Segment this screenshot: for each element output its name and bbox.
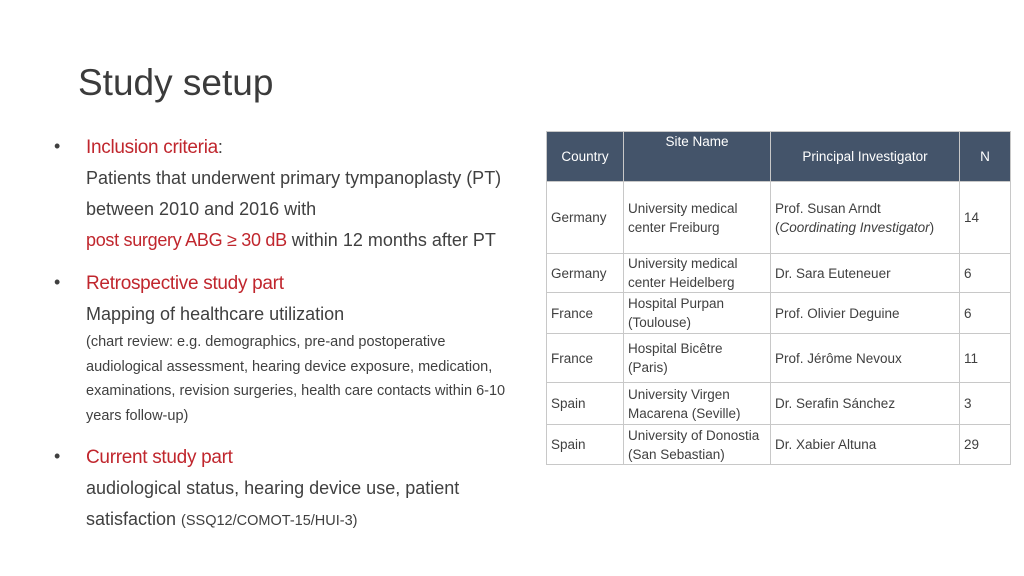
bullet-current <box>54 442 544 537</box>
sites-table <box>546 131 1011 465</box>
table-row <box>547 383 1011 425</box>
cell-country: Spain <box>547 383 624 425</box>
table-header-row <box>547 132 1011 182</box>
bullet-dot-icon: • <box>54 136 61 156</box>
inclusion-line2: between 2010 and 2016 with <box>86 199 317 219</box>
retro-detail3: examinations, revision surgeries, health care contacts within 6-10 <box>86 383 506 399</box>
bullet-inclusion <box>54 132 544 256</box>
page-title: Study setup <box>78 62 274 103</box>
retro-heading: Retrospective study part <box>86 273 284 294</box>
cell-pi: Prof. Olivier Deguine <box>771 293 960 334</box>
cell-pi: Dr. Serafin Sánchez <box>771 383 960 425</box>
pi-role: Coordinating Investigator <box>779 219 930 235</box>
site-line2: (Toulouse) <box>628 315 692 330</box>
site-line1: University Virgen <box>628 386 730 402</box>
retro-detail1: (chart review: e.g. demographics, pre-and postoperative <box>86 334 446 350</box>
cell-site <box>624 293 771 334</box>
site-line1: University of Donostia <box>628 427 760 443</box>
site-line2: center Heidelberg <box>628 275 735 290</box>
cell-site <box>624 182 771 254</box>
site-line1: University medical <box>628 256 738 271</box>
cell-n: 6 <box>960 254 1011 293</box>
inclusion-line3-rest: within 12 months after PT <box>286 230 496 250</box>
table-row <box>547 334 1011 383</box>
cell-pi <box>771 182 960 254</box>
cell-n: 6 <box>960 293 1011 334</box>
current-heading: Current study part <box>86 447 233 468</box>
current-questionnaires: (SSQ12/COMOT-15/HUI-3) <box>181 513 358 529</box>
table-row <box>547 254 1011 293</box>
header-n: N <box>960 132 1011 182</box>
cell-pi: Dr. Sara Euteneuer <box>771 254 960 293</box>
retro-line1: Mapping of healthcare utilization <box>86 304 345 324</box>
table-row <box>547 182 1011 254</box>
inclusion-heading: Inclusion criteria <box>86 137 218 158</box>
cell-pi: Dr. Xabier Altuna <box>771 425 960 465</box>
site-line1: Hospital Purpan <box>628 296 725 311</box>
cell-n: 14 <box>960 182 1011 254</box>
site-line2: Macarena (Seville) <box>628 405 741 421</box>
bullet-retrospective <box>54 268 544 428</box>
inclusion-abg-criterion: post surgery ABG ≥ 30 dB <box>86 230 287 250</box>
table-row <box>547 425 1011 465</box>
bullet-dot-icon: • <box>54 446 61 466</box>
cell-n: 3 <box>960 383 1011 425</box>
inclusion-colon: : <box>217 137 223 157</box>
current-line2: satisfaction <box>86 509 182 529</box>
inclusion-line1: Patients that underwent primary tympanoplasty (PT) <box>86 168 502 188</box>
header-principal-investigator: Principal Investigator <box>771 132 960 182</box>
cell-pi: Prof. Jérôme Nevoux <box>771 334 960 383</box>
cell-site: Hospital Bicêtre (Paris) <box>624 334 771 383</box>
header-site-name: Site Name <box>624 132 771 182</box>
site-line2: center Freiburg <box>628 219 720 235</box>
sites-table-wrapper <box>546 131 1011 465</box>
cell-n: 29 <box>960 425 1011 465</box>
cell-country: Spain <box>547 425 624 465</box>
bullet-list <box>54 132 544 537</box>
cell-country: Germany <box>547 182 624 254</box>
cell-site <box>624 254 771 293</box>
cell-site <box>624 425 771 465</box>
table-row <box>547 293 1011 334</box>
pi-line2: (Coordinating Investigator) <box>775 219 935 235</box>
cell-country: France <box>547 293 624 334</box>
site-line2: (San Sebastian) <box>628 446 725 462</box>
site-line1: University medical <box>628 200 738 216</box>
retro-detail2: audiological assessment, hearing device exposure, medication, <box>86 358 493 375</box>
cell-country: France <box>547 334 624 383</box>
cell-country: Germany <box>547 254 624 293</box>
bullet-dot-icon: • <box>54 272 61 292</box>
cell-n: 11 <box>960 334 1011 383</box>
header-country: Country <box>547 132 624 182</box>
current-line1: audiological status, hearing device use, patient <box>86 478 460 498</box>
pi-line1: Prof. Susan Arndt <box>775 200 881 216</box>
cell-site <box>624 383 771 425</box>
retro-detail4: years follow-up) <box>86 407 189 424</box>
